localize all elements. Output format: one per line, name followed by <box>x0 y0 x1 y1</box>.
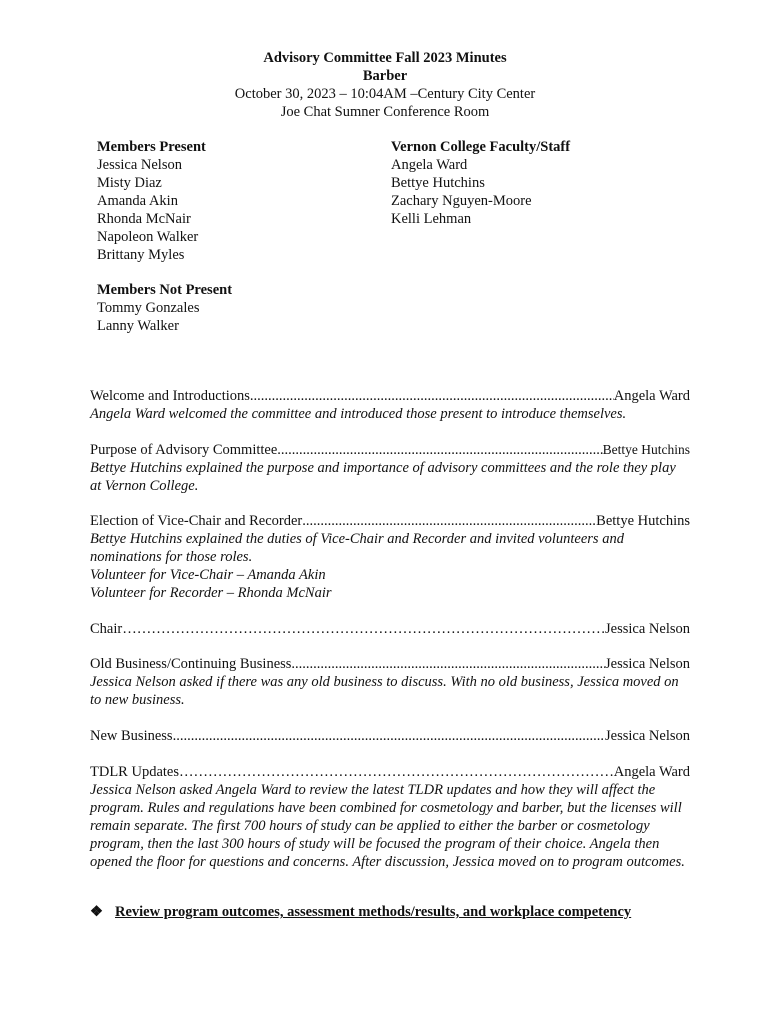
leader-dots <box>250 387 614 405</box>
agenda-item-title: Election of Vice-Chair and Recorder <box>90 513 303 529</box>
leader-dots <box>179 763 614 781</box>
diamond-bullet-icon: ❖ <box>90 904 103 920</box>
agenda-item-presenter: Bettye Hutchins <box>602 442 690 457</box>
agenda-item-presenter: Jessica Nelson <box>605 656 690 672</box>
agenda-item-purpose <box>90 441 690 495</box>
meeting-date-line: October 30, 2023 – 10:04AM –Century City Center <box>234 86 536 102</box>
faculty-staff-list <box>391 138 570 228</box>
meeting-room: Joe Chat Sumner Conference Room <box>280 104 490 120</box>
agenda-item-presenter: Bettye Hutchins <box>596 513 690 529</box>
staff-name: Zachary Nguyen-Moore <box>391 193 532 209</box>
member-name: Rhonda McNair <box>97 211 191 227</box>
staff-name: Angela Ward <box>391 157 468 173</box>
program-outcomes-heading-text: Review program outcomes, assessment methods/results, and workplace competency <box>115 904 632 920</box>
member-name: Napoleon Walker <box>97 229 199 245</box>
leader-dots <box>302 512 596 530</box>
agenda-item-title: Old Business/Continuing Business <box>90 656 292 672</box>
leader-dots <box>277 441 602 459</box>
member-name: Brittany Myles <box>97 247 185 263</box>
absent-member-name: Tommy Gonzales <box>97 300 200 316</box>
agenda-item-new-business <box>90 727 690 745</box>
staff-name: Kelli Lehman <box>391 211 472 227</box>
agenda-item-notes: Angela Ward welcomed the committee and introduced those present to introduce themselves. <box>90 406 627 422</box>
agenda-item-presenter: Jessica Nelson <box>605 621 690 637</box>
agenda-item-notes: Jessica Nelson asked Angela Ward to review the latest TLDR updates and how they will affect the program. Rules and regulations have been combined for cosmetology and barber, but the licenses will remain separate. The first 700 hours of study can be applied to either the barber or cosmetology program, then the last 300 hours of study will be focused the program of their choice. Angela then opened the floor for questions and concerns. After discussion, Jessica moved on to program outcomes. <box>90 782 685 870</box>
agenda-item-chair <box>90 620 690 638</box>
members-present-heading: Members Present <box>97 139 206 155</box>
agenda-item-title: TDLR Updates <box>90 764 179 780</box>
agenda-item-presenter: Jessica Nelson <box>605 728 690 744</box>
member-name: Amanda Akin <box>97 193 178 209</box>
agenda-item-note-line: Volunteer for Recorder – Rhonda McNair <box>90 585 332 601</box>
agenda-item-tdlr-updates <box>90 763 690 871</box>
staff-name: Bettye Hutchins <box>391 175 485 191</box>
program-name: Barber <box>362 68 408 84</box>
leader-dots <box>122 620 605 638</box>
program-outcomes-heading <box>90 903 631 921</box>
agenda-item-presenter: Angela Ward <box>613 388 690 404</box>
agenda-item-title: Chair <box>90 621 123 637</box>
members-present-list <box>97 138 206 264</box>
agenda-item-welcome <box>90 387 690 423</box>
member-name: Jessica Nelson <box>97 157 182 173</box>
agenda-item-title: Welcome and Introductions <box>90 388 250 404</box>
agenda-item-notes: Bettye Hutchins explained the duties of Vice-Chair and Recorder and invited volunteers and nominations for those roles. <box>90 531 624 565</box>
absent-member-name: Lanny Walker <box>97 318 179 334</box>
faculty-staff-heading: Vernon College Faculty/Staff <box>391 139 571 155</box>
agenda-item-notes: Bettye Hutchins explained the purpose and importance of advisory committees and the role they play at Vernon College. <box>90 460 676 494</box>
leader-dots <box>173 727 605 745</box>
agenda-item-title: Purpose of Advisory Committee <box>90 442 278 458</box>
members-not-present-list <box>97 281 232 335</box>
leader-dots <box>291 655 605 673</box>
document-title: Advisory Committee Fall 2023 Minutes <box>263 50 507 66</box>
member-name: Misty Diaz <box>97 175 162 191</box>
agenda-item-presenter: Angela Ward <box>613 764 690 780</box>
agenda-item-notes: Jessica Nelson asked if there was any old business to discuss. With no old business, Jessica moved on to new business. <box>90 674 679 708</box>
agenda-item-title: New Business <box>90 728 173 744</box>
agenda-item-old-business <box>90 655 690 709</box>
agenda-item-note-line: Volunteer for Vice-Chair – Amanda Akin <box>90 567 326 583</box>
members-not-present-heading: Members Not Present <box>97 282 233 298</box>
agenda-item-election <box>90 512 690 602</box>
